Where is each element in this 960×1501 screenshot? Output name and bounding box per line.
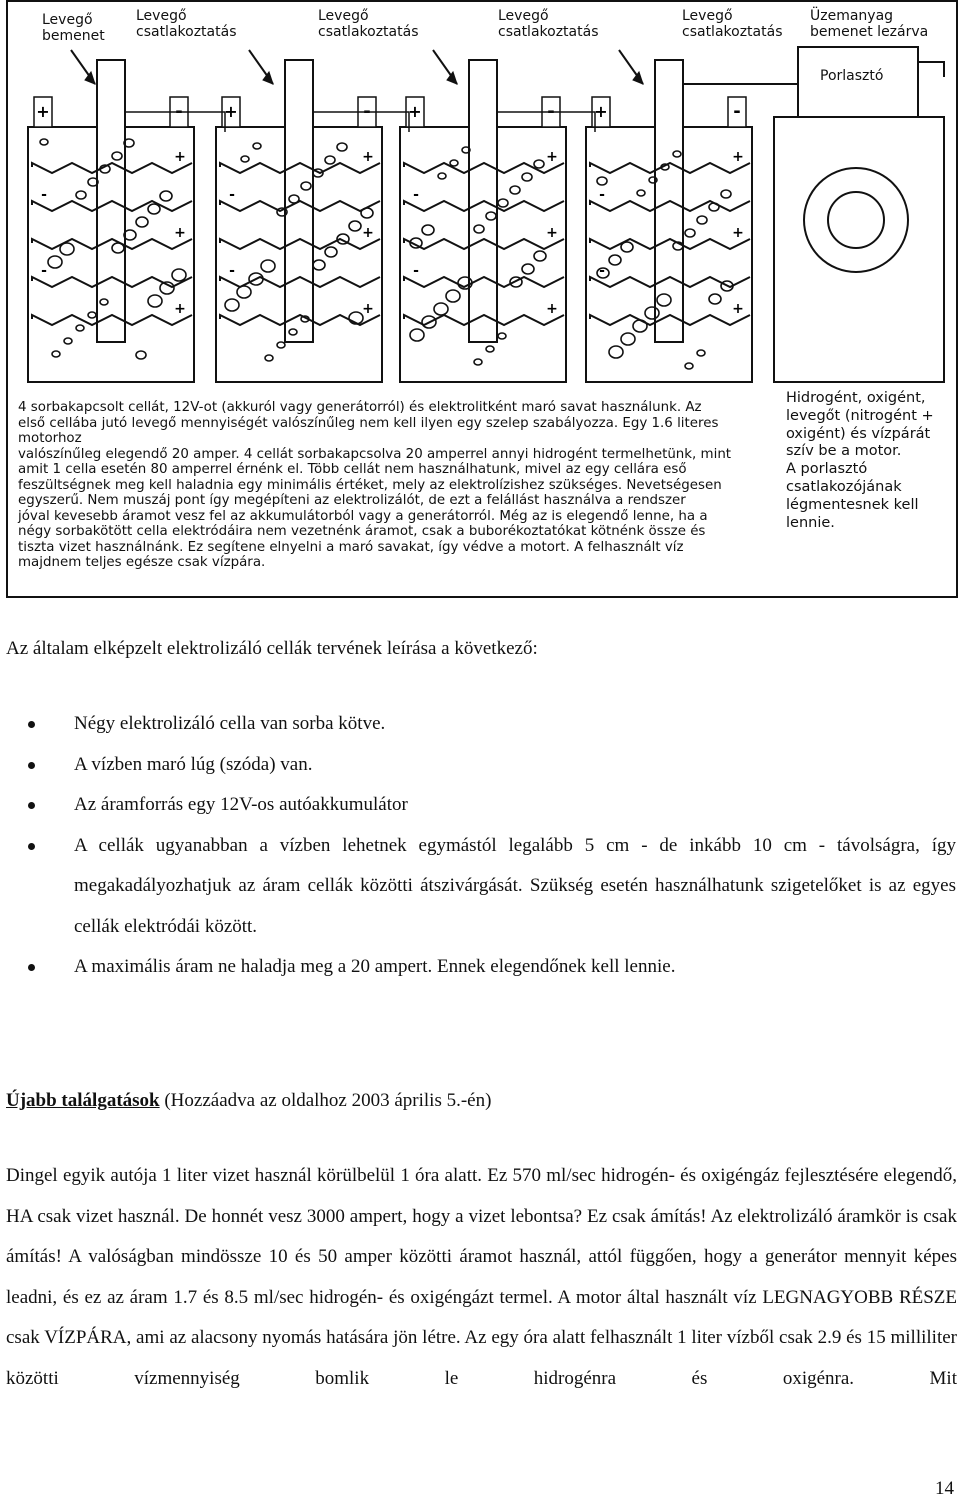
gas-bubble [76,191,86,199]
polarity-sign: - [413,263,419,279]
gas-bubble [446,290,460,302]
intro-paragraph: Az általam elképzelt elektrolizáló cellák tervének leírása a következő: [6,638,538,659]
gas-bubble [534,160,544,168]
gas-bubble [434,303,448,315]
gas-bubble [621,333,635,345]
gas-bubble [148,295,162,307]
fuel-inlet-pipe [918,62,944,77]
gas-bubble [225,299,239,311]
terminal-label: + [408,102,422,121]
list-item [28,826,956,948]
polarity-sign: - [41,187,47,203]
gas-bubble [450,160,458,166]
list-item [28,947,956,988]
gas-bubble [325,247,337,257]
gas-bubble [40,139,48,145]
list-item [28,745,956,786]
terminal-label: - [363,101,371,122]
polarity-sign: - [41,263,47,279]
gas-bubble [410,329,424,341]
label-uzemanyag-bemenet: Üzemanyag bemenet lezárva [810,8,929,40]
label-levego-csatl-2: Levegő csatlakoztatás [318,8,419,40]
gas-bubble [474,359,482,365]
list-item-text: Négy elektrolizáló cella van sorba kötve. [74,713,386,734]
air-arrow-head [633,72,643,84]
air-arrow-head [263,72,273,84]
label-levego-bemenet: Levegő bemenet [42,12,105,44]
bullet-list [28,704,956,988]
gas-bubble [237,286,251,298]
list-item [28,785,956,826]
list-item-text: Az áramforrás egy 12V-os autóakkumulátor [74,794,408,815]
diagram-caption: 4 sorbakapcsolt cellát, 12V-ot (akkuról vagy generátorról) és elektrolitként maró savat használunk. Az első cellába jutó levegő mennyiségét valószínűleg nem kell ilyen egy szelep szabályozza. Egy 1.6 literes motorhoz valószínűleg elegendő 20 amper. 4 cellát sorbakapcsolva 20 amperrel annyi hidrogént termelhetünk, mint amit 1 cella esetén 80 amperrel érnénk el. Több cellát nem használhatunk, mivel az egy cellára eső feszültségnek meg kell haladnia egy minimális értéket, mely az elektrolízishez szükséges. Nevetségesen egyszerű. Nem muszáj pont így megépíteni az elektrolizálót, de ezt a felállást használva a rendszer jóval kevesebb áramot vesz fel az akkumulátorból vagy a generátorról. Még az is elegendő lenne, ha a négy sorbakötött cella elektródáira nem vezetnénk áramot, csak a buborékoztatókat kötnénk össze és tiszta vizet használnánk. Ez segítene elnyelni a maró savakat, így védve a motort. A felhasznált víz majdnem teljes egésze csak vízpára. [18,400,732,570]
gas-bubble [261,260,275,272]
gas-bubble [609,346,623,358]
bullet-icon [28,843,35,850]
gas-bubble [534,251,546,261]
gas-bubble [633,320,647,332]
gas-bubble [136,217,148,227]
section-heading [6,1090,491,1112]
engine-block [774,117,944,382]
polarity-sign: + [732,225,744,241]
polarity-sign: + [174,225,186,241]
gas-bubble [609,255,621,265]
terminal-label: - [733,101,741,122]
gas-bubble [709,294,721,304]
gas-bubble [172,269,186,281]
polarity-sign: + [362,149,374,165]
polarity-sign: + [732,301,744,317]
gas-bubble [697,216,707,224]
label-porlaszto: Porlasztó [820,68,884,84]
polarity-sign: + [362,225,374,241]
polarity-sign: + [174,301,186,317]
gas-bubble [76,325,84,331]
section-heading-title: Újabb találgatások [6,1090,160,1111]
gas-bubble [325,156,335,164]
gas-bubble [241,156,249,162]
gas-bubble [709,203,719,211]
polarity-sign: + [546,225,558,241]
gas-bubble [136,351,146,359]
terminal-label: + [224,102,238,121]
gas-bubble [486,346,494,352]
gas-bubble [265,355,273,361]
polarity-sign: - [599,263,605,279]
polarity-sign: + [362,301,374,317]
polarity-sign: + [174,149,186,165]
gas-bubble [349,221,361,231]
gas-bubble [438,173,446,179]
bullet-icon [28,721,35,728]
gas-bubble [597,177,607,185]
polarity-sign: + [546,301,558,317]
gas-bubble [160,191,172,201]
gas-bubble [685,363,693,369]
gas-bubble [498,199,508,207]
page-number: 14 [935,1478,954,1499]
gas-bubble [522,264,534,274]
polarity-sign: - [413,187,419,203]
gas-bubble [361,208,373,218]
gas-bubble [621,242,633,252]
terminal-label: + [36,102,50,121]
terminal-label: + [594,102,608,121]
list-item-text: A cellák ugyanabban a vízben lehetnek egymástól legalább 5 cm - de inkább 10 cm - távolságra, így megakadályozhatjuk az áram cellák közötti átszivárgását. Szükség esetén használhatunk szigetelőket is az egyes cellák elektródái között. [74,834,956,937]
polarity-sign: - [599,187,605,203]
gas-bubble [721,190,731,198]
gas-bubble [253,143,261,149]
label-levego-csatl-3: Levegő csatlakoztatás [498,8,599,40]
list-item [28,704,956,745]
gas-bubble [685,229,695,237]
gas-bubble [637,190,645,196]
label-levego-csatl-1: Levegő csatlakoztatás [136,8,237,40]
gas-bubble [510,186,520,194]
gas-bubble [422,225,434,235]
gas-bubble [148,204,160,214]
air-arrow-head [85,72,95,84]
polarity-sign: - [229,187,235,203]
polarity-sign: + [546,149,558,165]
gas-bubble [52,351,60,357]
polarity-sign: - [229,263,235,279]
gas-bubble [522,173,532,181]
list-item-text: A maximális áram ne haladja meg a 20 ampert. Ennek elegendőnek kell lennie. [74,956,676,977]
gas-bubble [313,260,325,270]
gas-bubble [64,338,72,344]
gas-bubble [277,342,285,348]
bullet-icon [28,964,35,971]
body-paragraph: Dingel egyik autója 1 liter vizet használ körülbelül 1 óra alatt. Ez 570 ml/sec hidrogén- és oxigéngáz fejlesztésére elegendő, HA csak vizet használ. De honnét vesz 3000 ampert, hogy a vizet lebontsa? Ez csak ámítás! Az elektrolizáló áramkör is csak ámítás! A valóságban mindössze 10 és 50 amper közötti áramot használ, attól függően, hogy a generátor mennyit képes leadni, és ez az áram 1.7 és 8.5 ml/sec hidrogén- és oxigéngázt termel. A motor által használt víz LEGNAGYOBB RÉSZE csak VÍZPÁRA, ami az alacsony nyomás hatására jön létre. Az egy óra alatt felhasznált 1 liter vízből csak 2.9 és 15 milliliter közötti vízmennyiség bomlik le hidrogénra és oxigénra. Mit [6,1165,957,1389]
terminal-label: - [547,101,555,122]
gas-bubble [48,256,62,268]
gas-bubble [697,350,705,356]
polarity-sign: + [732,149,744,165]
section-heading-note: (Hozzáadva az oldalhoz 2003 április 5.-én) [159,1090,492,1111]
bullet-icon [28,802,35,809]
gas-bubble [337,143,347,151]
air-arrow-head [447,72,457,84]
label-levego-csatl-4: Levegő csatlakoztatás [682,8,783,40]
gas-bubble [88,312,96,318]
terminal-label: - [175,101,183,122]
gas-bubble [60,243,74,255]
gas-bubble [498,333,506,339]
electrolysis-diagram [6,0,958,598]
bullet-icon [28,762,35,769]
list-item-text: A vízben maró lúg (szóda) van. [74,753,313,775]
diagram-side-caption: Hidrogént, oxigént, levegőt (nitrogént + oxigént) és vízpárát szív be a motor. A porlasztó csatlakozójának légmentesnek kell lennie. [786,390,934,531]
